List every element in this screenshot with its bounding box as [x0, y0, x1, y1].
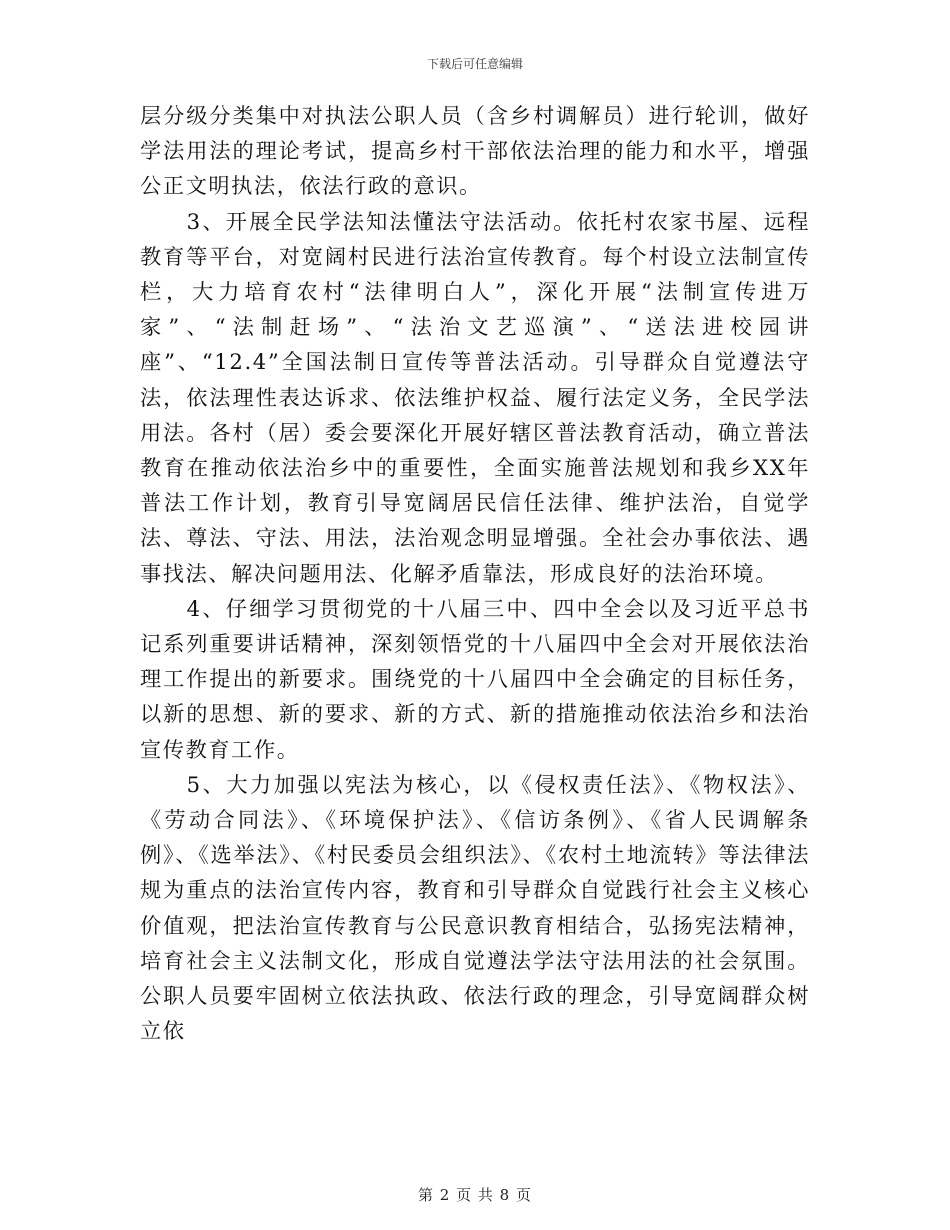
page-footer: 第 2 页 共 8 页 [418, 1186, 532, 1204]
page-header: 下载后可任意编辑 [426, 57, 523, 71]
paragraph-continuation: 层分级分类集中对执法公职人员（含乡村调解员）进行轮训，做好学法用法的理论考试，提高乡村干部依法治理的能力和水平，增强公正文明执法，依法行政的意识。 [140, 103, 810, 199]
paragraph-item-3: 3、开展全民学法知法懂法守法活动。依托村农家书屋、远程教育等平台，对宽阔村民进行法治宣传教育。每个村设立法制宣传栏，大力培育农村“法律明白人”，深化开展“法制宣传进万家”、“法制赶场”、“法治文艺巡演”、“送法进校园讲座”、“12.4”全国法制日宣传等普法活动。引导群众自觉遵法守法，依法理性表达诉求、依法维护权益、履行法定义务，全民学法用法。各村（居）委会要深化开展好辖区普法教育活动，确立普法教育在推动依法治乡中的重要性，全面实施普法规划和我乡XX年普法工作计划，教育引导宽阔居民信任法律、维护法治，自觉学法、尊法、守法、用法，法治观念明显增强。全社会办事依法、遇事找法、解决问题用法、化解矛盾靠法，形成良好的法治环境。 [140, 208, 810, 586]
paragraph-item-5: 5、大力加强以宪法为核心，以《侵权责任法》、《物权法》、《劳动合同法》、《环境保护法》、《信访条例》、《省人民调解条例》、《选举法》、《村民委员会组织法》、《农村土地流转》等法律法规为重点的法治宣传内容，教育和引导群众自觉践行社会主义核心价值观，把法治宣传教育与公民意识教育相结合，弘扬宪法精神，培育社会主义法制文化，形成自觉遵法学法守法用法的社会氛围。公职人员要牢固树立依法执政、依法行政的理念，引导宽阔群众树立依 [140, 771, 810, 1044]
document-body [140, 98, 810, 1048]
paragraph-item-4: 4、仔细学习贯彻党的十八届三中、四中全会以及习近平总书记系列重要讲话精神，深刻领悟党的十八届四中全会对开展依法治理工作提出的新要求。围绕党的十八届四中全会确定的目标任务，以新的思想、新的要求、新的方式、新的措施推动依法治乡和法治宣传教育工作。 [140, 595, 810, 762]
